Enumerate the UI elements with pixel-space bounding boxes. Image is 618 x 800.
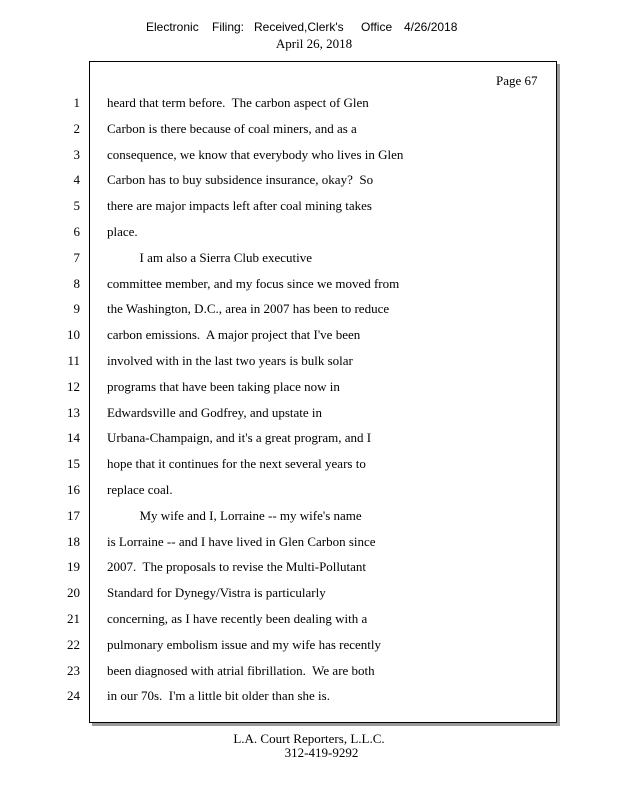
- transcript-line: Urbana-Champaign, and it's a great program, and I: [107, 430, 372, 446]
- line-number: 13: [67, 404, 80, 420]
- line-number: 17: [67, 507, 80, 523]
- transcript-line: the Washington, D.C., area in 2007 has been to reduce: [107, 301, 390, 317]
- transcript-line: Carbon has to buy subsidence insurance, okay? So: [107, 172, 374, 188]
- line-number: 3: [73, 146, 80, 162]
- transcript-line: there are major impacts left after coal mining takes: [107, 198, 372, 214]
- transcript-line: consequence, we know that everybody who lives in Glen: [107, 146, 404, 162]
- transcript-line: Standard for Dynegy/Vistra is particularly: [107, 585, 326, 601]
- line-number: 19: [67, 559, 80, 575]
- line-number: 6: [73, 224, 80, 239]
- transcript-line: pulmonary embolism issue and my wife has recently: [107, 636, 382, 652]
- footer-phone: 312-419-9292: [284, 745, 359, 760]
- line-number: 12: [67, 378, 80, 394]
- line-number: 23: [67, 662, 80, 678]
- line-number: 24: [67, 688, 80, 704]
- transcript-line: been diagnosed with atrial fibrillation. We are both: [107, 662, 375, 678]
- line-number: 18: [67, 533, 80, 549]
- line-number: 16: [67, 482, 80, 497]
- stamp-received: Received,Clerk's: [254, 20, 344, 34]
- stamp-filing: Filing:: [212, 20, 245, 34]
- line-number: 9: [73, 301, 80, 317]
- transcript-line: place.: [107, 224, 138, 239]
- line-number: 21: [67, 611, 80, 626]
- line-number: 2: [73, 120, 80, 136]
- line-number: 8: [73, 275, 80, 291]
- filed-date: April 26, 2018: [275, 36, 353, 51]
- stamp-date: 4/26/2018: [404, 20, 458, 34]
- page-number: Page 67: [496, 73, 538, 88]
- transcript-line: programs that have been taking place now in: [107, 378, 340, 394]
- line-number: 4: [73, 172, 80, 188]
- transcript-line: in our 70s. I'm a little bit older than she is.: [107, 688, 330, 704]
- line-number: 22: [67, 636, 80, 652]
- transcript-line: carbon emissions. A major project that I've been: [107, 327, 361, 343]
- transcript-line: Edwardsville and Godfrey, and upstate in: [107, 404, 323, 420]
- line-number: 1: [73, 95, 80, 110]
- line-number: 7: [73, 249, 80, 265]
- transcript-line: I am also a Sierra Club executive: [107, 249, 313, 265]
- footer-company: L.A. Court Reporters, L.L.C.: [233, 731, 385, 746]
- line-number: 10: [67, 327, 80, 343]
- line-number: 20: [67, 585, 80, 601]
- line-number: 15: [67, 456, 80, 472]
- line-number: 11: [67, 353, 80, 368]
- transcript-line: involved with in the last two years is bulk solar: [107, 353, 353, 368]
- transcript-line: heard that term before. The carbon aspect of Glen: [107, 95, 369, 110]
- transcript-line: replace coal.: [107, 482, 173, 497]
- stamp-electronic: Electronic: [146, 20, 199, 34]
- line-number: 5: [73, 198, 80, 214]
- transcript-line: is Lorraine -- and I have lived in Glen Carbon since: [107, 533, 376, 549]
- transcript-line: Carbon is there because of coal miners, and as a: [107, 120, 357, 136]
- transcript-line: committee member, and my focus since we moved from: [107, 275, 400, 291]
- stamp-office: Office: [361, 20, 393, 34]
- transcript-line: hope that it continues for the next several years to: [107, 456, 366, 472]
- transcript-line: 2007. The proposals to revise the Multi-Pollutant: [107, 559, 367, 575]
- line-number: 14: [67, 430, 80, 446]
- footer: [0, 732, 618, 760]
- transcript-line: concerning, as I have recently been dealing with a: [107, 611, 368, 626]
- transcript-line: My wife and I, Lorraine -- my wife's name: [107, 507, 362, 523]
